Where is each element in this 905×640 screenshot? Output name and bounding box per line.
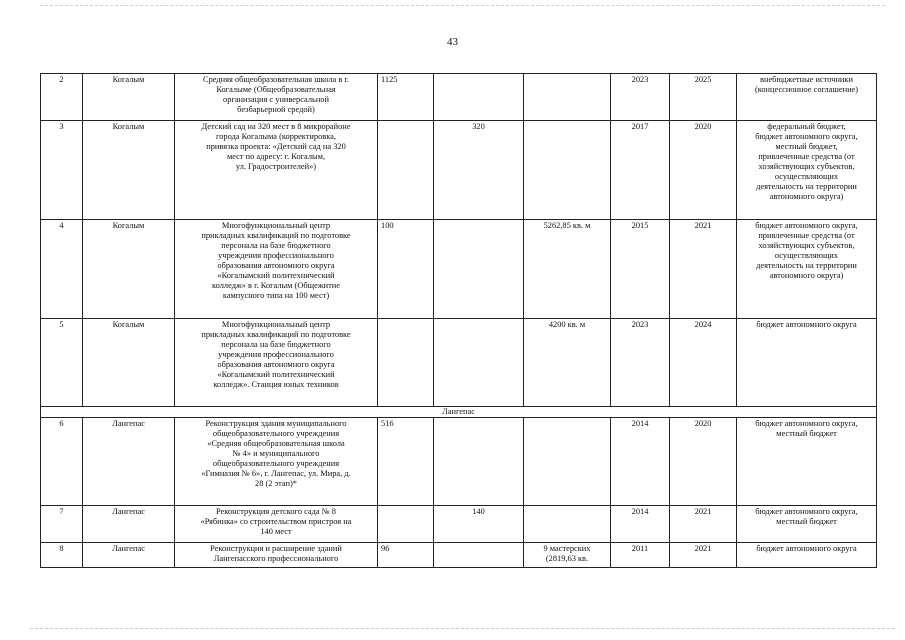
capacity-seats-cell bbox=[434, 74, 524, 121]
city-cell: Когалым bbox=[83, 121, 175, 220]
table-row bbox=[41, 418, 877, 506]
city-cell: Когалым bbox=[83, 319, 175, 407]
capacity-seats-cell bbox=[434, 418, 524, 506]
object-name-cell: Многофункциональный центр прикладных квалификаций по подготовке персонала на базе бюджетного учреждения профессионального образования автономного округа «Когалымский политехнический колледж» в г. Когалым (Общежитие кампусного типа на 100 мест) bbox=[175, 220, 378, 319]
funding-source-cell: бюджет автономного округа, местный бюджет bbox=[737, 506, 877, 543]
capacity-places-cell: 100 bbox=[378, 220, 434, 319]
start-year-cell: 2017 bbox=[611, 121, 670, 220]
facilities-table bbox=[40, 73, 877, 568]
capacity-places-cell: 1125 bbox=[378, 74, 434, 121]
row-number: 2 bbox=[41, 74, 83, 121]
capacity-seats-cell bbox=[434, 543, 524, 568]
end-year-cell: 2021 bbox=[670, 543, 737, 568]
capacity-places-cell: 516 bbox=[378, 418, 434, 506]
area-cell: 9 мастерских (2819,63 кв. bbox=[524, 543, 611, 568]
funding-source-cell: бюджет автономного округа bbox=[737, 319, 877, 407]
end-year-cell: 2024 bbox=[670, 319, 737, 407]
city-cell: Когалым bbox=[83, 74, 175, 121]
table-row bbox=[41, 319, 877, 407]
row-number: 3 bbox=[41, 121, 83, 220]
capacity-places-cell: 96 bbox=[378, 543, 434, 568]
table-row bbox=[41, 543, 877, 568]
city-cell: Лангепас bbox=[83, 543, 175, 568]
table-row bbox=[41, 74, 877, 121]
start-year-cell: 2023 bbox=[611, 319, 670, 407]
city-cell: Когалым bbox=[83, 220, 175, 319]
city-cell: Лангепас bbox=[83, 506, 175, 543]
area-cell bbox=[524, 506, 611, 543]
object-name-cell: Реконструкция здания муниципального общеобразовательного учреждения «Средняя общеобразовательная школа № 4» и муниципального общеобразовательного учреждения «Гимназия № 6», г. Лангепас, ул. Мира, д. 28 (2 этап)* bbox=[175, 418, 378, 506]
funding-source-cell: федеральный бюджет, бюджет автономного округа, местный бюджет, привлеченные средства (от хозяйствующих субъектов, осуществляющих деятельность на территории автономного округа) bbox=[737, 121, 877, 220]
table-row bbox=[41, 220, 877, 319]
table-row bbox=[41, 506, 877, 543]
capacity-seats-cell bbox=[434, 319, 524, 407]
funding-source-cell: бюджет автономного округа bbox=[737, 543, 877, 568]
end-year-cell: 2021 bbox=[670, 506, 737, 543]
funding-source-cell: внебюджетные источники (концессионное соглашение) bbox=[737, 74, 877, 121]
start-year-cell: 2014 bbox=[611, 506, 670, 543]
city-cell: Лангепас bbox=[83, 418, 175, 506]
capacity-places-cell bbox=[378, 506, 434, 543]
end-year-cell: 2025 bbox=[670, 74, 737, 121]
capacity-seats-cell: 320 bbox=[434, 121, 524, 220]
scan-artifact-bottom bbox=[30, 628, 895, 629]
end-year-cell: 2021 bbox=[670, 220, 737, 319]
object-name-cell: Детский сад на 320 мест в 8 микрорайоне города Когалыма (корректировка, привязка проекта: «Детский сад на 320 мест по адресу: г. Когалым, ул. Градостроителей») bbox=[175, 121, 378, 220]
start-year-cell: 2023 bbox=[611, 74, 670, 121]
end-year-cell: 2020 bbox=[670, 418, 737, 506]
area-cell bbox=[524, 74, 611, 121]
row-number: 7 bbox=[41, 506, 83, 543]
funding-source-cell: бюджет автономного округа, привлеченные средства (от хозяйствующих субъектов, осуществляющих деятельность на территории автономного округа) bbox=[737, 220, 877, 319]
capacity-places-cell bbox=[378, 121, 434, 220]
object-name-cell: Реконструкция и расширение зданий Лангепасского профессионального bbox=[175, 543, 378, 568]
capacity-seats-cell: 140 bbox=[434, 506, 524, 543]
row-number: 4 bbox=[41, 220, 83, 319]
scan-artifact-top bbox=[40, 5, 885, 6]
area-cell bbox=[524, 121, 611, 220]
row-number: 8 bbox=[41, 543, 83, 568]
section-header-row bbox=[41, 407, 877, 418]
funding-source-cell: бюджет автономного округа, местный бюджет bbox=[737, 418, 877, 506]
capacity-seats-cell bbox=[434, 220, 524, 319]
object-name-cell: Средняя общеобразовательная школа в г. Когалыме (Общеобразовательная организация с универсальной безбарьерной средой) bbox=[175, 74, 378, 121]
row-number: 6 bbox=[41, 418, 83, 506]
table-row bbox=[41, 121, 877, 220]
start-year-cell: 2015 bbox=[611, 220, 670, 319]
row-number: 5 bbox=[41, 319, 83, 407]
section-title: Лангепас bbox=[41, 407, 877, 418]
start-year-cell: 2011 bbox=[611, 543, 670, 568]
object-name-cell: Многофункциональный центр прикладных квалификаций по подготовке персонала на базе бюджетного учреждения профессионального образования автономного округа «Когалымский политехнический колледж». Станция юных техников bbox=[175, 319, 378, 407]
end-year-cell: 2020 bbox=[670, 121, 737, 220]
capacity-places-cell bbox=[378, 319, 434, 407]
area-cell: 4200 кв. м bbox=[524, 319, 611, 407]
area-cell: 5262,85 кв. м bbox=[524, 220, 611, 319]
area-cell bbox=[524, 418, 611, 506]
object-name-cell: Реконструкция детского сада № 8 «Рябинка» со строительством пристроя на 140 мест bbox=[175, 506, 378, 543]
page-number: 43 bbox=[447, 36, 458, 48]
start-year-cell: 2014 bbox=[611, 418, 670, 506]
